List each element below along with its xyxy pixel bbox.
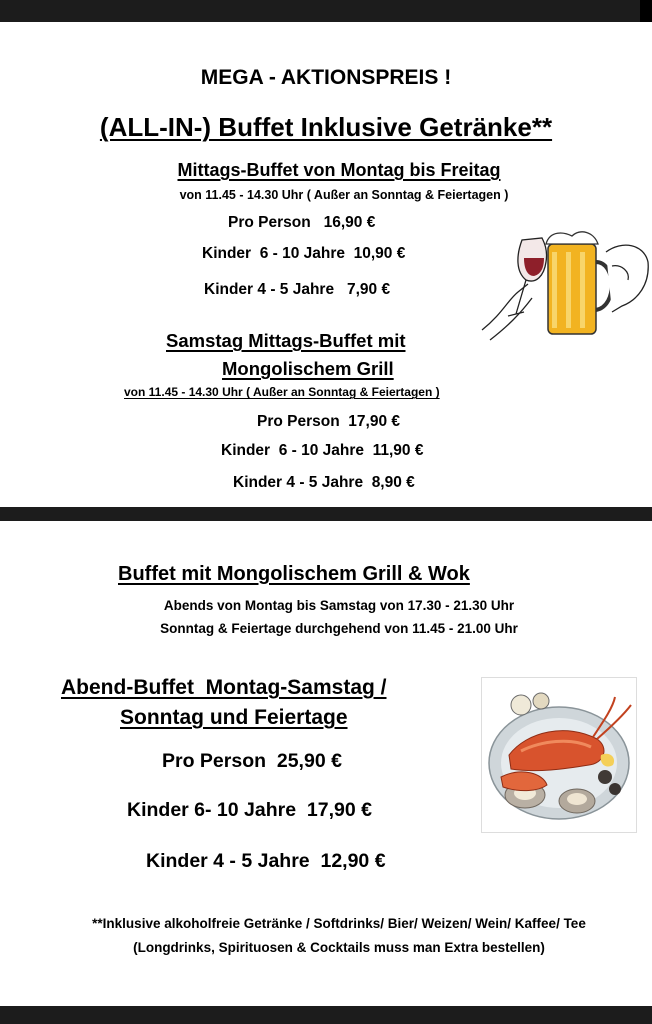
saturday-price-adult: Pro Person 17,90 €	[257, 413, 401, 430]
evening-price-kids-4-5: Kinder 4 - 5 Jahre 12,90 €	[146, 850, 386, 872]
bottom-dark-bar	[0, 1006, 652, 1024]
dinner-heading: Buffet mit Mongolischem Grill & Wok	[118, 563, 470, 585]
dinner-hours-weekdays: Abends von Montag bis Samstag von 17.30 - 21.30 Uhr	[163, 598, 515, 613]
dinner-hours-sundays: Sonntag & Feiertage durchgehend von 11.45 - 21.00 Uhr	[160, 621, 518, 636]
saturday-hours: von 11.45 - 14.30 Uhr ( Außer an Sonntag & Feiertagen )	[124, 385, 440, 399]
cheers-drinks-illustration	[472, 222, 652, 342]
drinks-footnote: **Inklusive alkoholfreie Getränke / Softdrinks/ Bier/ Weizen/ Wein/ Kaffee/ Tee	[92, 916, 586, 931]
evening-price-adult: Pro Person 25,90 €	[162, 750, 342, 772]
top-dark-bar	[0, 0, 652, 22]
saturday-heading-line2: Mongolischem Grill	[222, 358, 394, 379]
saturday-price-kids-4-5: Kinder 4 - 5 Jahre 8,90 €	[233, 474, 415, 491]
lunch-price-adult: Pro Person 16,90 €	[228, 214, 376, 231]
section-divider-bar	[0, 507, 652, 521]
lunch-heading: Mittags-Buffet von Montag bis Freitag	[177, 160, 501, 180]
lunch-price-kids-6-10: Kinder 6 - 10 Jahre 10,90 €	[202, 245, 406, 262]
evening-heading-line1: Abend-Buffet Montag-Samstag /	[61, 676, 387, 699]
seafood-platter-illustration	[481, 677, 637, 833]
top-bar-edge	[640, 0, 652, 22]
lunch-hours: von 11.45 - 14.30 Uhr ( Außer an Sonntag & Feiertagen )	[179, 188, 509, 202]
promo-subtitle: (ALL-IN-) Buffet Inklusive Getränke**	[99, 112, 553, 142]
drinks-extra-note: (Longdrinks, Spirituosen & Cocktails muss man Extra bestellen)	[133, 940, 545, 955]
promo-title: MEGA - AKTIONSPREIS !	[200, 66, 452, 89]
saturday-heading-line1: Samstag Mittags-Buffet mit	[166, 330, 406, 351]
lunch-price-kids-4-5: Kinder 4 - 5 Jahre 7,90 €	[204, 281, 391, 298]
evening-price-kids-6-10: Kinder 6- 10 Jahre 17,90 €	[127, 799, 372, 821]
saturday-price-kids-6-10: Kinder 6 - 10 Jahre 11,90 €	[221, 442, 424, 459]
evening-heading-line2: Sonntag und Feiertage	[120, 706, 348, 729]
